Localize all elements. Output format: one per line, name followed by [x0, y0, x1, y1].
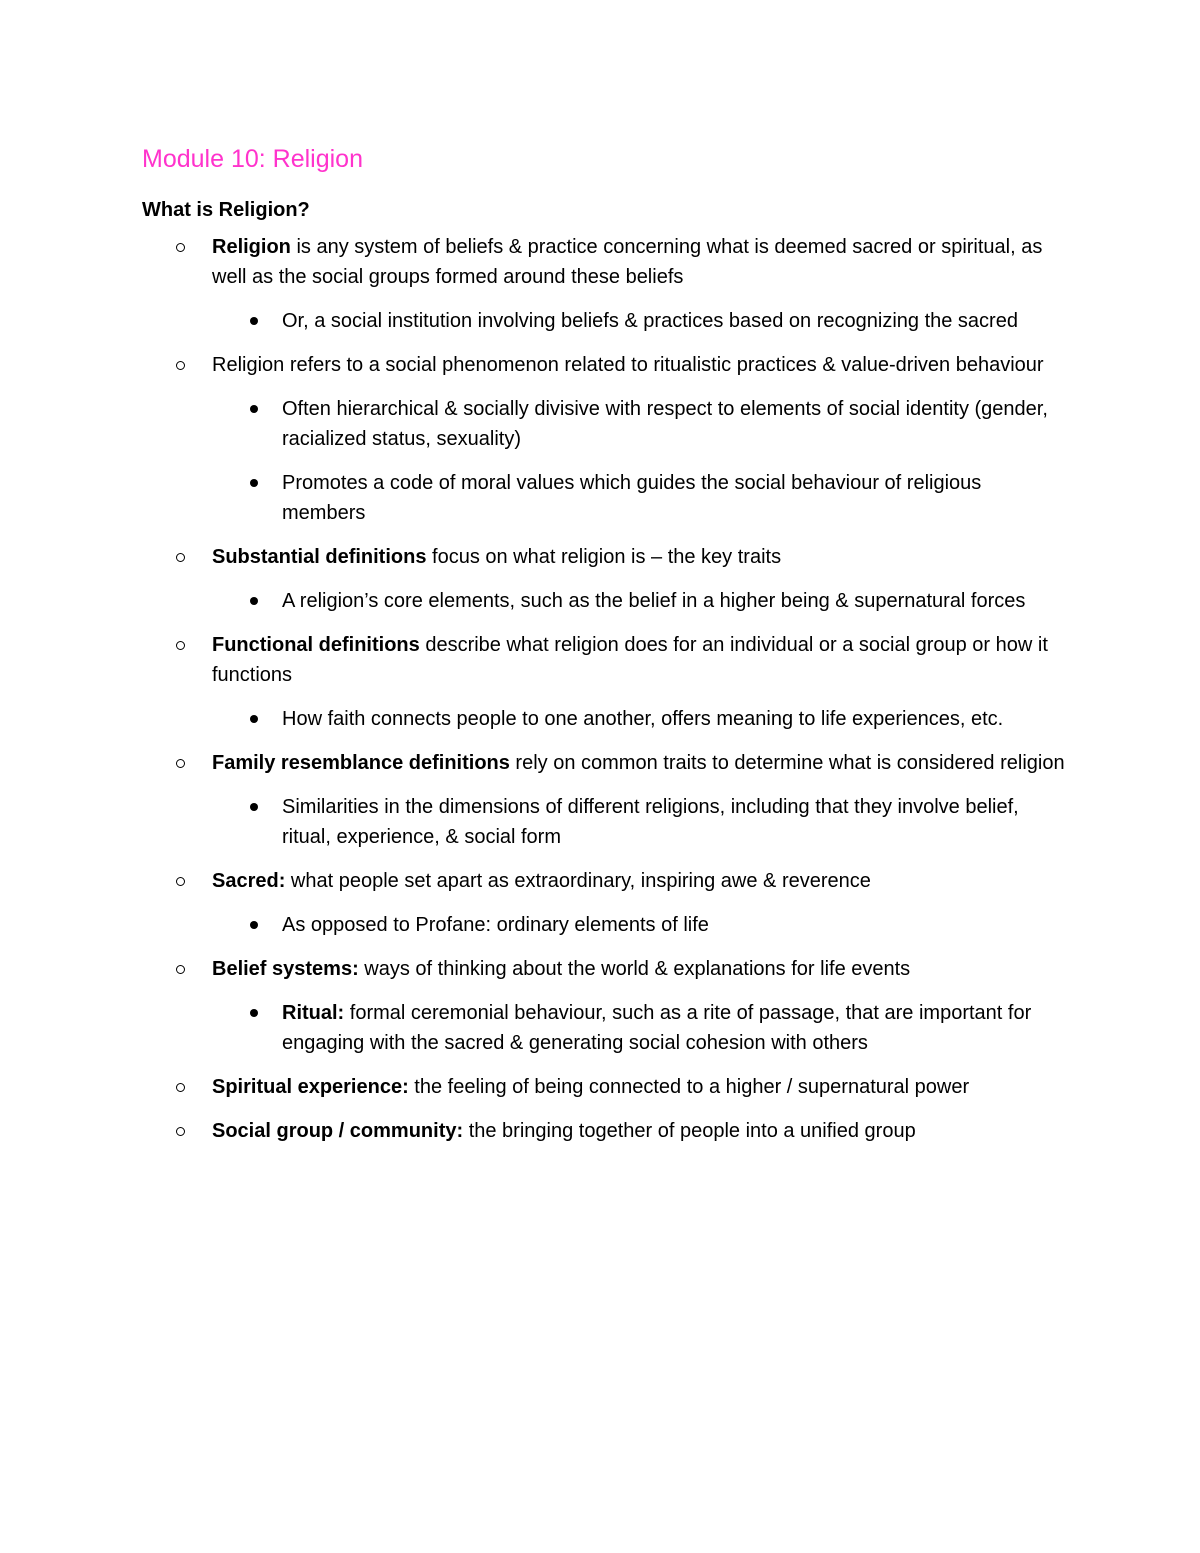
- definition-term: Social group / community:: [212, 1120, 464, 1142]
- sub-definition-text: As opposed to Profane: ordinary elements of life: [282, 914, 709, 936]
- filled-dot-icon: [250, 317, 258, 325]
- sub-list: [212, 998, 1080, 1058]
- filled-dot-icon: [250, 597, 258, 605]
- sub-definition-text: How faith connects people to one another, offers meaning to life experiences, etc.: [282, 708, 1004, 730]
- sub-list-item: [212, 586, 1062, 616]
- filled-dot-icon: [250, 405, 258, 413]
- definition-list: [142, 232, 1080, 1146]
- hollow-circle-icon: [176, 965, 185, 974]
- sub-list-item: [212, 394, 1062, 454]
- list-item-text: [212, 350, 1080, 380]
- definition-text: is any system of beliefs & practice concerning what is deemed sacred or spiritual, as well as the social groups formed around these beliefs: [212, 236, 1043, 288]
- definition-text: Religion refers to a social phenomenon related to ritualistic practices & value-driven behaviour: [212, 354, 1044, 376]
- definition-text: the bringing together of people into a unified group: [463, 1120, 916, 1142]
- hollow-circle-icon: [176, 877, 185, 886]
- sub-list-item: [212, 998, 1062, 1058]
- section-heading: What is Religion?: [142, 199, 310, 221]
- list-item: [142, 232, 1080, 336]
- sub-definition-term: Ritual:: [282, 1002, 345, 1024]
- definition-term: Spiritual experience:: [212, 1076, 409, 1098]
- list-item: [142, 630, 1080, 734]
- list-item-text: [212, 630, 1080, 690]
- sub-list: [212, 586, 1080, 616]
- sub-definition-text: Often hierarchical & socially divisive with respect to elements of social identity (gender, racialized status, sexuality): [282, 398, 1048, 450]
- definition-term: Religion: [212, 236, 291, 258]
- list-item-text: [212, 232, 1080, 292]
- definition-term: Substantial definitions: [212, 546, 427, 568]
- list-item-text: [212, 542, 1080, 572]
- list-item: [142, 866, 1080, 940]
- list-item: [142, 1116, 1080, 1146]
- sub-list: [212, 792, 1080, 852]
- sub-list: [212, 394, 1080, 528]
- definition-text: rely on common traits to determine what is considered religion: [509, 752, 1065, 774]
- sub-list: [212, 704, 1080, 734]
- sub-definition-text: Similarities in the dimensions of different religions, including that they involve belief, ritual, experience, & social form: [282, 796, 1019, 848]
- filled-dot-icon: [250, 1009, 258, 1017]
- sub-definition-text: A religion’s core elements, such as the belief in a higher being & supernatural forces: [282, 590, 1026, 612]
- definition-text: ways of thinking about the world & explanations for life events: [358, 958, 911, 980]
- sub-definition-text: Or, a social institution involving beliefs & practices based on recognizing the sacred: [282, 310, 1018, 332]
- list-item: [142, 748, 1080, 852]
- definition-term: Belief systems:: [212, 958, 359, 980]
- definition-term: Family resemblance definitions: [212, 752, 510, 774]
- filled-dot-icon: [250, 715, 258, 723]
- sub-list-item: [212, 910, 1062, 940]
- list-item-text: [212, 866, 1080, 896]
- filled-dot-icon: [250, 921, 258, 929]
- list-item: [142, 1072, 1080, 1102]
- definition-text: focus on what religion is – the key traits: [426, 546, 782, 568]
- hollow-circle-icon: [176, 641, 185, 650]
- sub-list-item: [212, 792, 1062, 852]
- sub-list-item: [212, 704, 1062, 734]
- sub-list: [212, 910, 1080, 940]
- definition-term: Sacred:: [212, 870, 286, 892]
- list-item-text: [212, 954, 1080, 984]
- definition-text: what people set apart as extraordinary, inspiring awe & reverence: [285, 870, 871, 892]
- hollow-circle-icon: [176, 1127, 185, 1136]
- sub-list-item: [212, 468, 1062, 528]
- sub-definition-text: formal ceremonial behaviour, such as a rite of passage, that are important for engaging with the sacred & generating social cohesion with others: [282, 1002, 1032, 1054]
- hollow-circle-icon: [176, 361, 185, 370]
- hollow-circle-icon: [176, 759, 185, 768]
- list-item-text: [212, 1116, 1080, 1146]
- definition-text: describe what religion does for an individual or a social group or how it functions: [212, 634, 1048, 686]
- hollow-circle-icon: [176, 553, 185, 562]
- filled-dot-icon: [250, 803, 258, 811]
- sub-list-item: [212, 306, 1062, 336]
- sub-definition-text: Promotes a code of moral values which guides the social behaviour of religious members: [282, 472, 982, 524]
- list-item: [142, 954, 1080, 1058]
- hollow-circle-icon: [176, 243, 185, 252]
- list-item-text: [212, 1072, 1080, 1102]
- list-item-text: [212, 748, 1080, 778]
- list-item: [142, 350, 1080, 528]
- list-item: [142, 542, 1080, 616]
- filled-dot-icon: [250, 479, 258, 487]
- sub-list: [212, 306, 1080, 336]
- module-title: Module 10: Religion: [142, 145, 363, 173]
- definition-text: the feeling of being connected to a higher / supernatural power: [408, 1076, 970, 1098]
- hollow-circle-icon: [176, 1083, 185, 1092]
- definition-term: Functional definitions: [212, 634, 420, 656]
